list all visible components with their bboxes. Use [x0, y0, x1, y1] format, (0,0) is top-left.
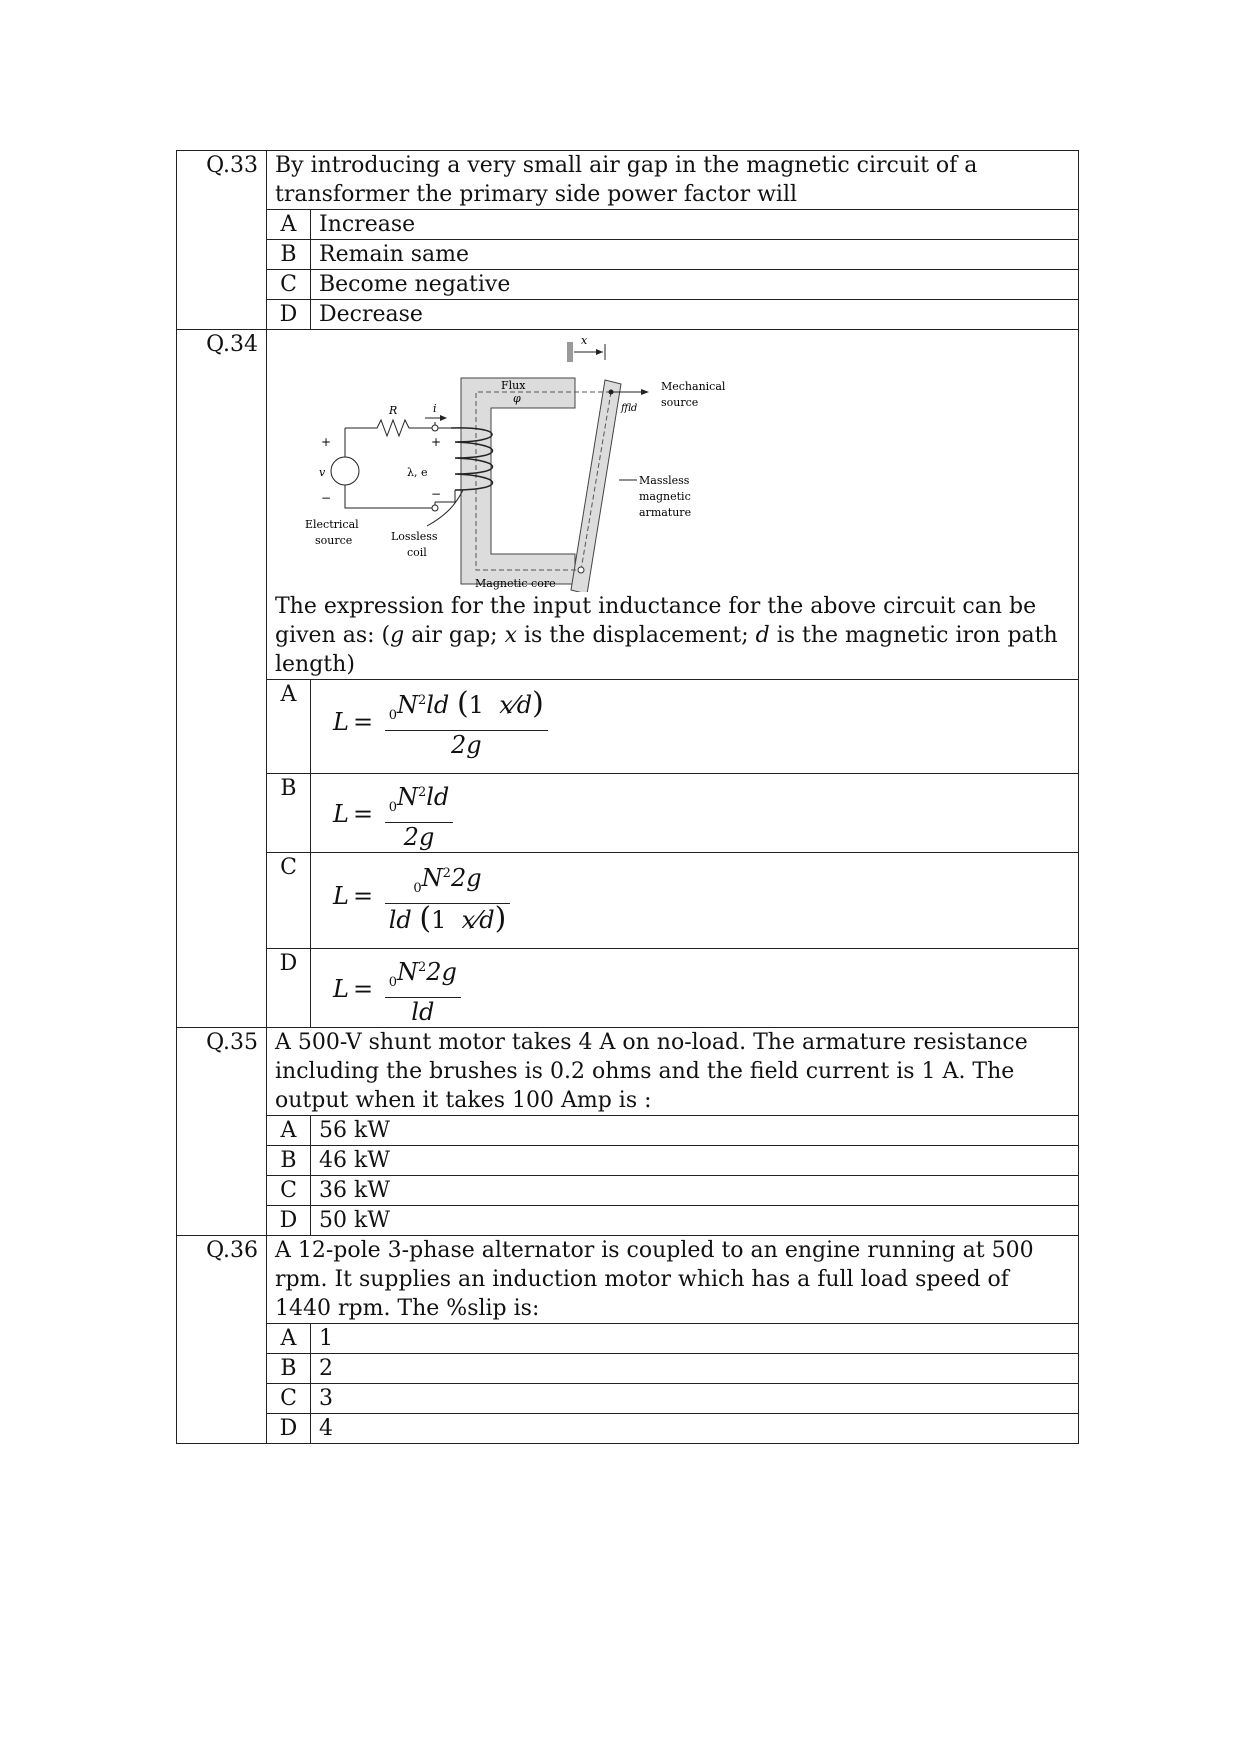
terminal-bottom	[432, 505, 438, 511]
coil-label: coil	[407, 546, 427, 559]
option-text: 50 kW	[311, 1205, 1079, 1235]
minus-terminal-label: −	[431, 487, 442, 501]
option-text: 4	[311, 1413, 1079, 1443]
option-letter: D	[267, 300, 311, 330]
formula-a: L = $\frac{_0N^2ld (1 x⁄d)}{2g}$	[311, 680, 1079, 774]
option-row	[177, 300, 1079, 330]
formula-b: L = $\frac{_0N^2ld}{2g}$	[311, 774, 1079, 853]
option-letter: D	[267, 1205, 311, 1235]
electrical-label: Electrical	[305, 518, 359, 531]
option-text: 36 kW	[311, 1175, 1079, 1205]
option-letter: C	[267, 270, 311, 300]
x-arrow-head	[596, 349, 603, 355]
mechanical-label: Mechanical	[661, 380, 726, 393]
plus-terminal-label: +	[431, 435, 442, 449]
option-text: 46 kW	[311, 1145, 1079, 1175]
option-row	[177, 1115, 1079, 1145]
option-letter: C	[267, 1383, 311, 1413]
source-minus-label: −	[321, 491, 332, 505]
option-text: Decrease	[311, 300, 1079, 330]
question-text: A 500-V shunt motor takes 4 A on no-load. The armature resistance including the brushes is 0.2 ohms and the field current is 1 A. The output when it takes 100 Amp is :	[267, 1027, 1079, 1115]
option-row	[177, 1175, 1079, 1205]
force-arrow-head	[641, 389, 649, 395]
massless-label: Massless	[639, 474, 690, 487]
magnetic-core-label: Magnetic core	[475, 577, 556, 590]
option-row	[177, 1383, 1079, 1413]
armature-pivot	[578, 567, 584, 573]
option-letter: A	[267, 680, 311, 774]
lossless-label: Lossless	[391, 530, 438, 543]
question-text: By introducing a very small air gap in the magnetic circuit of a transformer the primary side power factor will	[267, 151, 1079, 210]
option-text: 2	[311, 1353, 1079, 1383]
option-row	[177, 1205, 1079, 1235]
R-label: R	[389, 404, 398, 417]
option-letter: A	[267, 1323, 311, 1353]
i-label: i	[433, 402, 437, 415]
option-text: 1	[311, 1323, 1079, 1353]
question-33-stem-row	[177, 151, 1079, 210]
option-text: Remain same	[311, 240, 1079, 270]
option-row	[177, 1353, 1079, 1383]
armature	[571, 380, 621, 592]
electrical-source-label: source	[315, 534, 353, 547]
question-34-stem-row	[177, 330, 1079, 680]
magnetic-core	[461, 378, 575, 584]
option-letter: D	[267, 948, 311, 1027]
option-row	[177, 852, 1079, 948]
question-table	[176, 150, 1079, 1444]
question-stem	[267, 330, 1079, 680]
option-letter: B	[267, 1145, 311, 1175]
option-letter: A	[267, 1115, 311, 1145]
ffld-label: ffld	[621, 403, 638, 414]
option-letter: B	[267, 1353, 311, 1383]
terminal-top	[432, 425, 438, 431]
option-row	[177, 210, 1079, 240]
v-label: v	[319, 466, 326, 479]
x-label: x	[581, 334, 588, 347]
question-number: Q.36	[177, 1235, 267, 1443]
current-arrow-head	[440, 415, 447, 421]
option-letter: C	[267, 852, 311, 948]
armature-label: armature	[639, 506, 692, 519]
option-letter: A	[267, 210, 311, 240]
circuit-wire-loop	[345, 420, 435, 508]
electromechanical-circuit-diagram	[285, 330, 745, 592]
option-text: 3	[311, 1383, 1079, 1413]
mechanical-source-label: source	[661, 396, 699, 409]
magnetic-label: magnetic	[639, 490, 691, 503]
option-text: 56 kW	[311, 1115, 1079, 1145]
lambda-e-label: λ, e	[407, 466, 428, 479]
option-letter: C	[267, 1175, 311, 1205]
option-text: Become negative	[311, 270, 1079, 300]
reference-wall	[567, 342, 573, 362]
option-row	[177, 240, 1079, 270]
voltage-source	[331, 457, 359, 485]
question-number: Q.34	[177, 330, 267, 1028]
question-text: The expression for the input inductance for the above circuit can be given as: (g air gap; x is the displacement; d is the magnetic iron path length)	[275, 594, 1058, 677]
option-row	[177, 680, 1079, 774]
option-row	[177, 1145, 1079, 1175]
option-letter: D	[267, 1413, 311, 1443]
option-letter: B	[267, 774, 311, 853]
option-row	[177, 1413, 1079, 1443]
question-36-stem-row	[177, 1235, 1079, 1323]
armature-axis	[581, 392, 611, 570]
source-plus-label: +	[321, 435, 332, 449]
question-number: Q.33	[177, 151, 267, 330]
question-number: Q.35	[177, 1027, 267, 1235]
question-35-stem-row	[177, 1027, 1079, 1115]
option-row	[177, 774, 1079, 853]
circuit-figure	[275, 330, 1070, 592]
option-text: Increase	[311, 210, 1079, 240]
question-text: A 12-pole 3-phase alternator is coupled to an engine running at 500 rpm. It supplies an induction motor which has a full load speed of 1440 rpm. The %slip is:	[267, 1235, 1079, 1323]
phi-label: φ	[513, 392, 521, 405]
flux-label: Flux	[501, 379, 526, 392]
option-row	[177, 270, 1079, 300]
formula-d: L = $\frac{_0N^22g}{ld}$	[311, 948, 1079, 1027]
option-row	[177, 948, 1079, 1027]
option-row	[177, 1323, 1079, 1353]
formula-c: L = $\frac{_0N^22g}{ld (1 x⁄d)}$	[311, 852, 1079, 948]
option-letter: B	[267, 240, 311, 270]
